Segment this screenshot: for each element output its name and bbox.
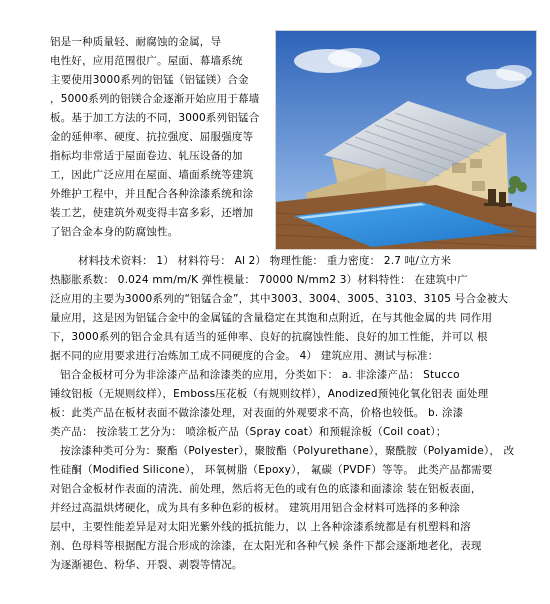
paragraph-line: 工，因此广泛应用在屋面、墙面系统等建筑 (50, 169, 254, 181)
paragraph-line: 电性好，应用范围很广。屋面、幕墙系统 (50, 55, 243, 67)
paragraph-line: 板。基于加工方法的不同，3000系列铝锰合 (50, 112, 260, 124)
paragraph-line: 对铝合金板材作表面的清洗、前处理，然后将无色的或有色的底漆和面漆涂 装在铝板表面， (50, 483, 482, 495)
paragraph-line: 了铝合金本身的防腐蚀性。 (50, 226, 179, 238)
building-photo (275, 30, 537, 250)
paragraph-line: 泛应用的主要为3000系列的“铝锰合金”，其中3003、3004、3005、3103、3105 号合金被大 (50, 293, 509, 305)
paragraph-line: 为逐渐褪色、粉华、开裂、剥裂等情况。 (50, 559, 243, 571)
paragraph-line: 类产品： 按涂装工艺分为： 喷涂板产品（Spray coat）和预辊涂板（Coil coat）； (50, 426, 447, 438)
building-photo-icon (276, 31, 536, 249)
paragraph-line: 剂、色母料等根据配方混合形成的涂漆，在太阳光和各种气候 条件下都会逐渐地老化，表现 (50, 540, 482, 552)
paragraph-line: 铝是一种质量轻、耐腐蚀的金属，导 (50, 36, 222, 48)
paragraph-line: 装工艺，使建筑外观变得丰富多彩，还增加 (50, 207, 254, 219)
paragraph-line: 下，3000系列的铝合金具有适当的延伸率、良好的抗腐蚀性能、良好的加工性能，并可以 根 (50, 331, 488, 343)
paragraph-line: 外维护工程中，并且配合各种涂漆系统和涂 (50, 188, 254, 200)
paragraph-line: 主要使用3000系列的铝锰（铝锰镁）合金 (50, 74, 249, 86)
paragraph-line: ，5000系列的铝镁合金逐渐开始应用于幕墙 (50, 93, 260, 105)
paragraph-line: 锤纹铝板（无规则纹样），Emboss压花板（有规则纹样），Anodized预钝化氧化铝表 面处理 (50, 388, 489, 400)
paragraph-line: 性硅酮（Modified Silicone）， 环氧树脂（Epoxy）， 氟碳（PVDF）等等。 此类产品都需要 (50, 464, 493, 476)
paragraph-line: 材料技术资料： 1） 材料符号： Al 2） 物理性能： 重力密度： 2.7 吨/立方米 (78, 255, 452, 267)
paragraph-line: 按涂漆种类可分为：聚酯（Polyester），聚胺酯（Polyurethane），聚酰胺（Polyamide）， 改 (60, 445, 515, 457)
paragraph-line: 据不同的应用要求进行冶炼加工成不同硬度的合金。 4） 建筑应用、测试与标准： (50, 350, 439, 362)
paragraph-line: 铝合金板材可分为非涂漆产品和涂漆类的应用，分类如下： a. 非涂漆产品： Stucco (60, 369, 460, 381)
paragraph-line: 指标均非常适于屋面卷边、轧压设备的加 (50, 150, 243, 162)
paragraph-line: 热膨胀系数： 0.024 mm/m/K 弹性模量： 70000 N/mm2 3）材料特性： 在建筑中广 (50, 274, 468, 286)
paragraph-line: 层中，主要性能差异是对太阳光紫外线的抵抗能力，以 上各种涂漆系统都是有机塑料和溶 (50, 521, 471, 533)
paragraph-line: 板：此类产品在板材表面不做涂漆处理，对表面的外观要求不高，价格也较低。 b. 涂漆 (50, 407, 464, 419)
paragraph-line: 并经过高温烘烤硬化，成为具有多种色彩的板材。 建筑用用铝合金材料可选择的多种涂 (50, 502, 461, 514)
paragraph-line: 金的延伸率、硬度、抗拉强度、屈服强度等 (50, 131, 254, 143)
paragraph-line: 量应用，这是因为铝锰合金中的金属锰的含量稳定在其饱和点附近，在与其他金属的共 同作用 (50, 312, 493, 324)
